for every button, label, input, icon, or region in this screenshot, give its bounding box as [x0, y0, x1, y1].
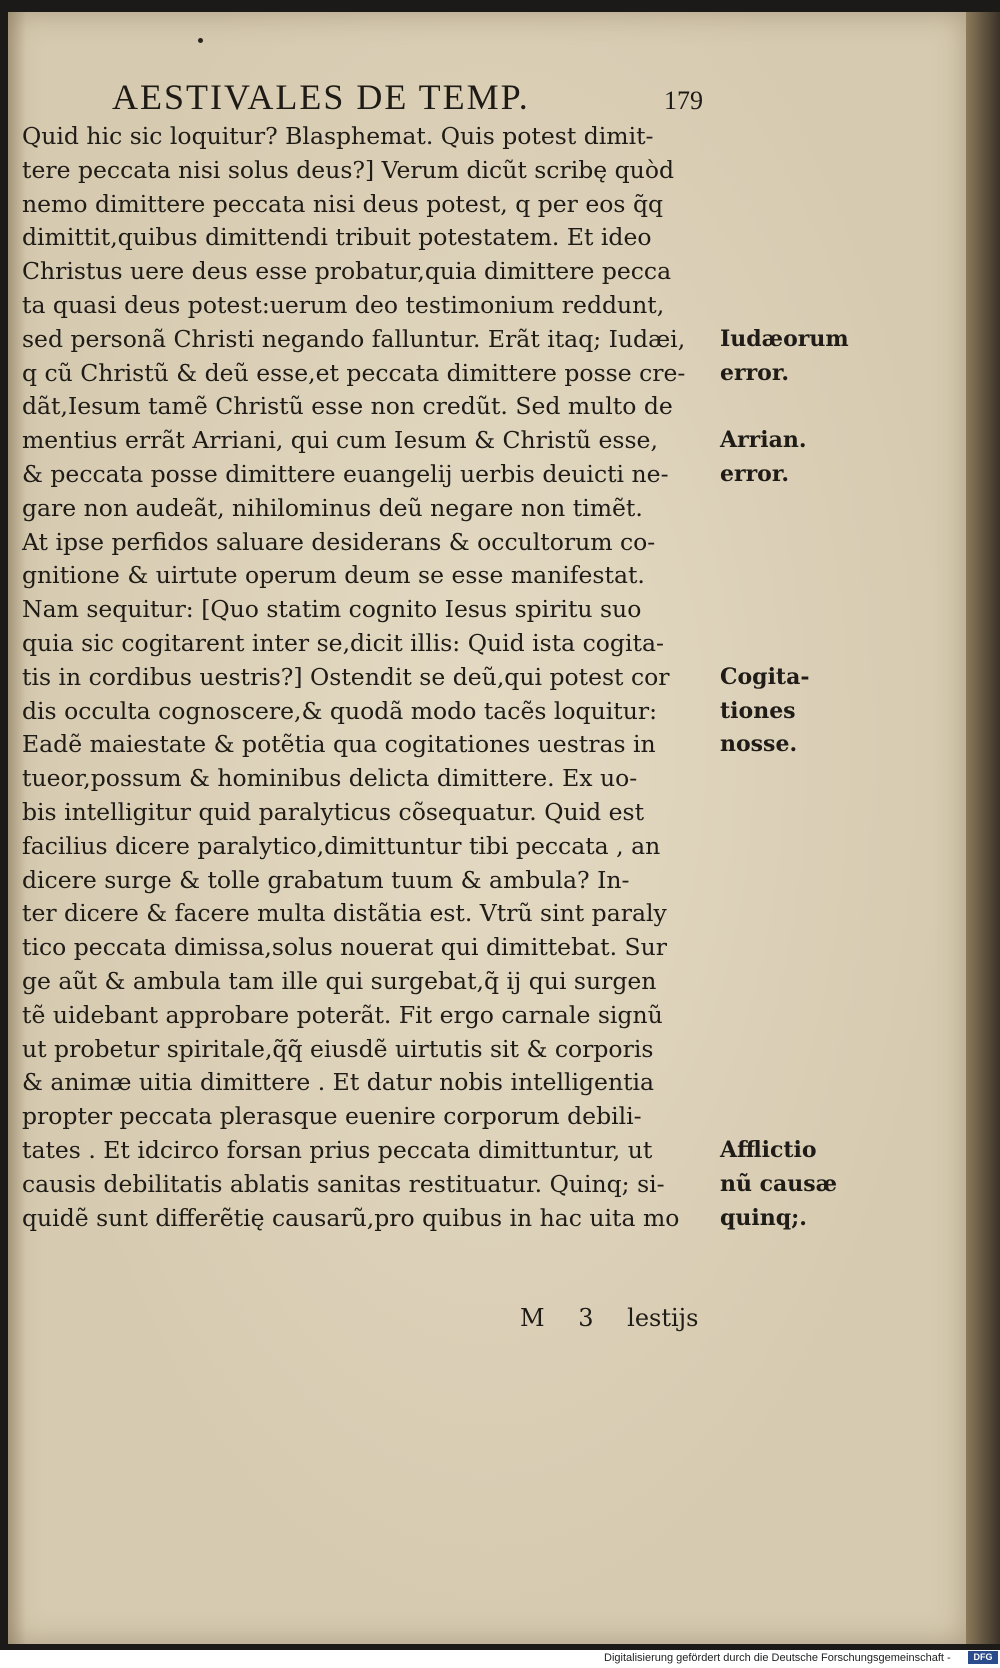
text-line: tates . Et idcirco forsan prius peccata dimittuntur, ut	[22, 1135, 653, 1164]
text-line: ter dicere & facere multa distãtia est. Vtrũ sint paraly	[22, 899, 667, 928]
signature-mark: M	[520, 1304, 545, 1332]
text-line: gnitione & uirtute operum deum se esse manifestat.	[22, 561, 645, 590]
text-line: Christus uere deus esse probatur,quia dimittere pecca	[22, 257, 672, 286]
text-line: gare non audeãt, nihilominus deũ negare non timẽt.	[22, 493, 643, 522]
text-line: & animæ uitia dimittere . Et datur nobis intelligentia	[22, 1068, 655, 1097]
text-line: propter peccata plerasque euenire corporum debili-	[22, 1102, 642, 1131]
text-line: tẽ uidebant approbare poterãt. Fit ergo carnale signũ	[22, 1000, 663, 1029]
text-line: Eadẽ maiestate & potẽtia qua cogitationes uestras in	[22, 730, 656, 759]
ink-dot	[198, 38, 203, 43]
margin-note: nũ causæ	[720, 1170, 838, 1197]
text-line: quidẽ sunt differẽtię causarũ,pro quibus in hac uita mo	[22, 1203, 680, 1232]
text-line: tere peccata nisi solus deus?] Verum dicũt scribę quòd	[22, 155, 675, 184]
margin-note: nosse.	[720, 731, 798, 758]
text-line: dis occulta cognoscere,& quodã modo tacẽs loquitur:	[22, 696, 657, 725]
text-line: ta quasi deus potest:uerum deo testimonium reddunt,	[22, 290, 665, 319]
margin-note: tiones	[720, 697, 796, 724]
digitization-credit: Digitalisierung gefördert durch die Deutsche Forschungsgemeinschaft -	[604, 1652, 951, 1664]
text-line: ge aũt & ambula tam ille qui surgebat,q̃ ij qui surgen	[22, 966, 657, 995]
text-line: causis debilitatis ablatis sanitas restituatur. Quinq; si-	[22, 1169, 665, 1198]
text-line: tis in cordibus uestris?] Ostendit se deũ,qui potest cor	[22, 662, 670, 691]
text-line: sed personã Christi negando falluntur. Erãt itaq; Iudæi,	[22, 324, 686, 353]
text-line: At ipse perfidos saluare desiderans & occultorum co-	[22, 527, 656, 556]
margin-note: error.	[720, 461, 790, 487]
text-line: tueor,possum & hominibus delicta dimittere. Ex uo-	[22, 764, 638, 793]
running-title: AESTIVALES DE TEMP.	[112, 77, 530, 117]
margin-note: Arrian.	[720, 427, 807, 454]
page-number: 179	[664, 86, 703, 115]
catchword: lestijs	[627, 1304, 699, 1332]
margin-note: error.	[720, 359, 790, 386]
text-line: bis intelligitur quid paralyticus cõsequatur. Quid est	[22, 797, 645, 826]
margin-note: Afflictio	[720, 1137, 817, 1163]
text-line: nemo dimittere peccata nisi deus potest, q per eos q̃q	[22, 189, 664, 218]
text-line: Quid hic sic loquitur? Blasphemat. Quis potest dimit-	[22, 122, 654, 150]
text-line: mentius errãt Arriani, qui cum Iesum & Christũ esse,	[22, 426, 658, 455]
body-text	[22, 120, 712, 1235]
text-line: & peccata posse dimittere euangelij uerbis deuicti ne-	[22, 459, 669, 488]
text-line: dicere surge & tolle grabatum tuum & ambula? In-	[22, 865, 630, 894]
page-edge	[966, 12, 1000, 1644]
margin-note: quinq;.	[720, 1204, 807, 1231]
signature-number: 3	[578, 1304, 594, 1332]
text-line: quia sic cogitarent inter se,dicit illis: Quid ista cogita-	[22, 628, 664, 657]
text-line: facilius dicere paralytico,dimittuntur tibi peccata , an	[22, 831, 661, 860]
margin-note: Cogita-	[720, 663, 810, 690]
margin-note: Iudæorum	[720, 325, 849, 352]
text-line: dãt,Iesum tamẽ Christũ esse non credũt. Sed multo de	[22, 392, 673, 421]
text-line: q cũ Christũ & deũ esse,et peccata dimittere posse cre-	[22, 358, 686, 387]
text-line: dimittit,quibus dimittendi tribuit potestatem. Et ideo	[22, 223, 652, 252]
text-line: tico peccata dimissa,solus nouerat qui dimittebat. Sur	[22, 933, 667, 962]
text-line: ut probetur spiritale,q̃q̃ eiusdẽ uirtutis sit & corporis	[22, 1034, 654, 1063]
catchword-line	[520, 1304, 724, 1332]
dfg-logo: DFG	[968, 1651, 998, 1664]
text-line: Nam sequitur: [Quo statim cognito Iesus spiritu suo	[22, 595, 642, 624]
